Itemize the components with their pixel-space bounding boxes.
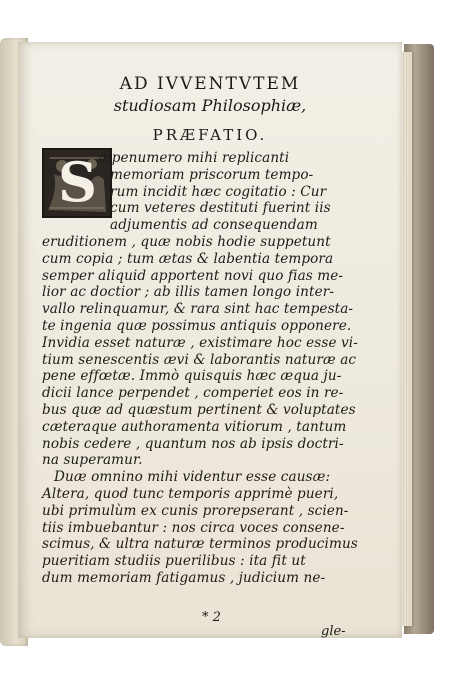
header-title: AD IVVENTVTEM [119, 74, 301, 94]
catchword: gle- [321, 624, 346, 639]
text-line: na superamur. [42, 452, 143, 469]
text-line: pueritiam studiis puerilibus : ita fit ut [42, 553, 306, 570]
signature-mark: * 2 [202, 610, 221, 625]
text-line: scimus, & ultra naturæ terminos producimus [42, 536, 358, 553]
text-line: dicii lance perpendet , comperiet eos in re- [42, 385, 344, 402]
text-line: cæteraque authoramenta vitiorum , tantum [42, 418, 347, 435]
header-subtitle: studiosam Philosophiæ, [113, 96, 307, 115]
text-line: dum memoriam fatigamus , judicium ne- [42, 570, 326, 586]
text-line: semper aliquid apportent novi quo fias me- [42, 267, 344, 284]
text-line: ubi primulùm ex cunis prorepserant , scien- [42, 502, 349, 519]
text-line: cum veteres destituti fuerint iis [110, 200, 331, 217]
text-line: adjumentis ad consequendam [110, 217, 318, 234]
text-line: te ingenia quæ possimus antiquis opponere. [42, 318, 352, 334]
text-line: eruditionem , quæ nobis hodie suppetunt [42, 234, 331, 250]
section-title: PRÆFATIO. [152, 126, 268, 144]
text-line: pene effœtæ. Immò quisquis hæc æqua ju- [42, 368, 342, 385]
text-line: tium senescentis ævi & laborantis naturæ ac [42, 351, 357, 368]
initial-letter: S [58, 150, 97, 214]
text-line: Æpenumero mihi replicanti [98, 150, 290, 166]
text-line: cum copia ; tum ætas & labentia tempora [42, 250, 334, 267]
book-page [18, 42, 402, 638]
text-line: Invidia esset naturæ , existimare hoc esse vi- [42, 334, 358, 351]
text-line: memoriam priscorum tempo- [110, 166, 314, 183]
show-through-text [346, 138, 388, 208]
text-line: tiis imbuebantur : nos circa voces consene- [42, 519, 345, 536]
text-line: rum incidit hæc cogitatio : Cur [110, 183, 327, 200]
text-line: Duæ omnino mihi videntur esse causæ: [54, 469, 331, 486]
text-line: Altera, quod tunc temporis apprimè pueri, [42, 486, 339, 502]
text-line: lior ac doctior ; ab illis tamen longo inter- [42, 284, 335, 301]
text-line: bus quæ ad quæstum pertinent & voluptates [42, 402, 356, 418]
text-line: nobis cedere , quantum nos ab ipsis doctri- [42, 435, 344, 452]
text-line: vallo relinquamur, & rara sint hac tempesta- [42, 301, 354, 318]
